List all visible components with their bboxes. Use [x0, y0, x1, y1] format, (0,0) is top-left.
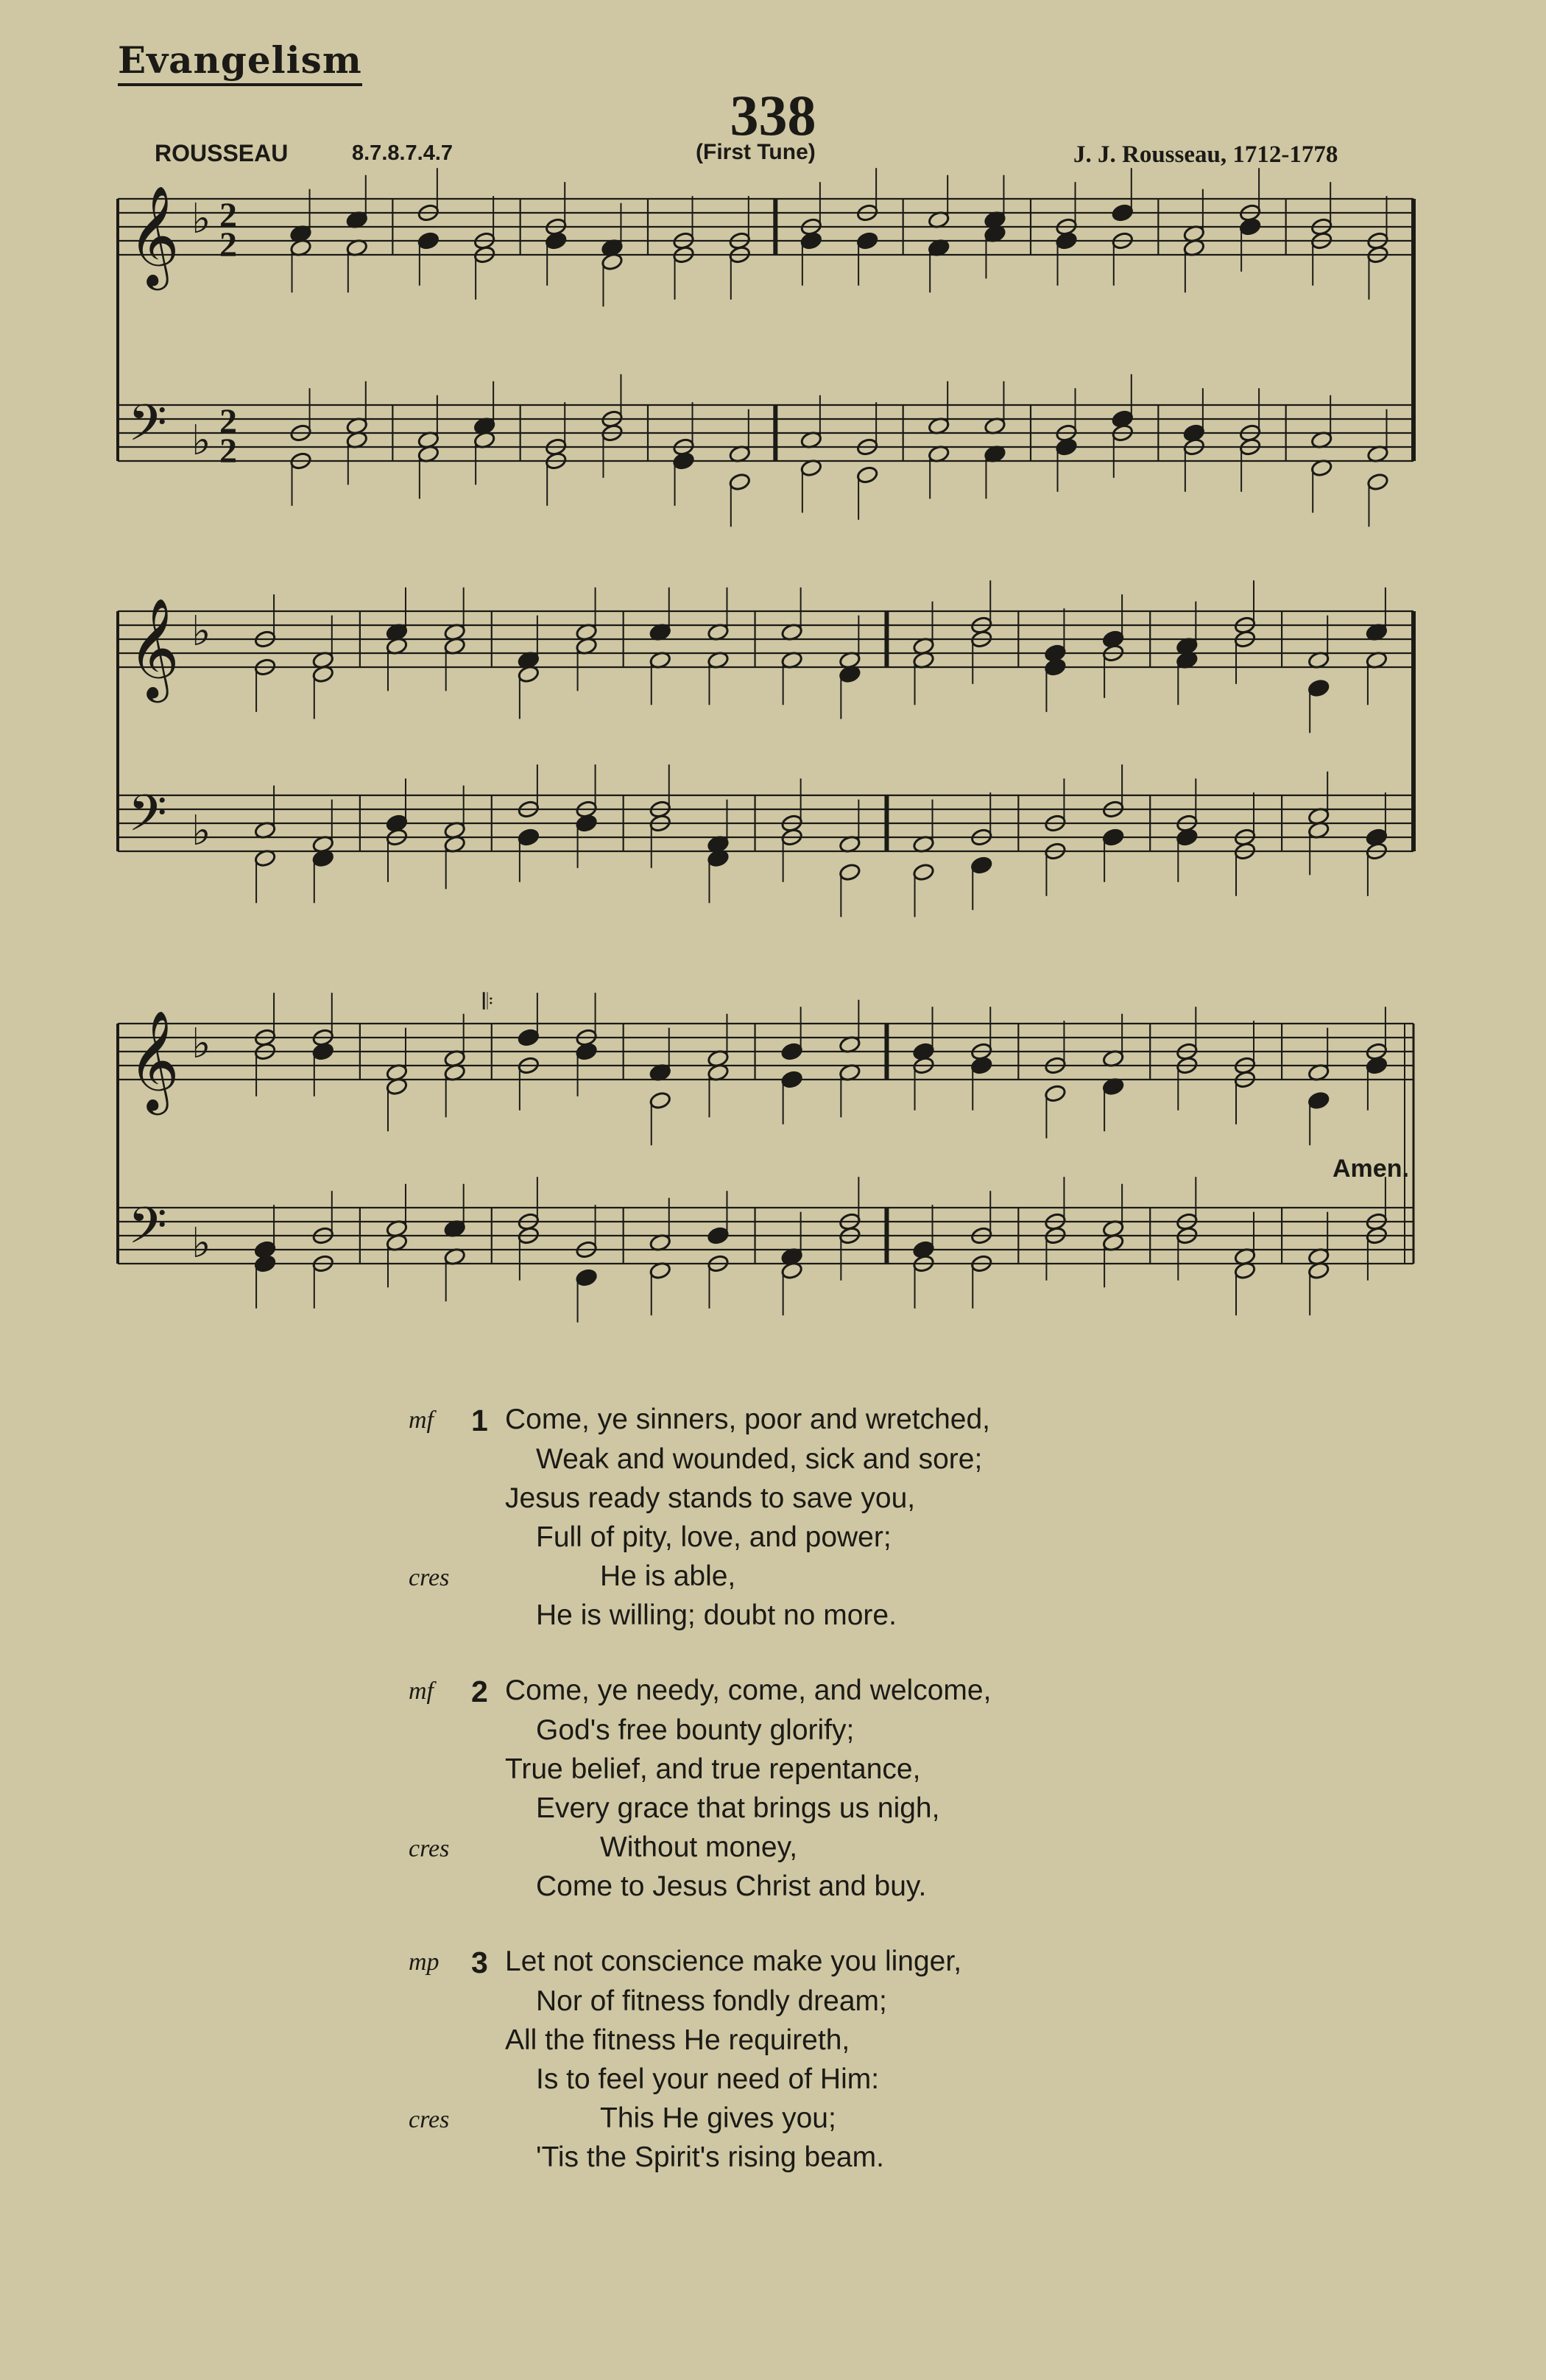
note-head	[1307, 679, 1330, 698]
flat-icon: ♭	[191, 417, 211, 465]
verse-2-number: 2	[471, 1675, 488, 1708]
note-head	[1176, 828, 1199, 847]
note-head	[780, 1042, 803, 1061]
note-head	[518, 828, 540, 847]
flat-icon: ♭	[191, 1020, 211, 1068]
note-head	[1044, 1084, 1067, 1103]
note-head	[1112, 203, 1134, 222]
verse-2-dynamic: mf	[409, 1677, 434, 1705]
note-head	[1366, 473, 1389, 492]
verse-3-dynamic: mp	[409, 1948, 440, 1976]
note-head	[575, 814, 598, 833]
note-head	[856, 231, 879, 250]
note-head	[545, 231, 568, 250]
time-sig-bottom: 2	[219, 432, 237, 471]
verse-1-line-1: Come, ye sinners, poor and wretched,	[505, 1404, 991, 1435]
repeat-sign-icon: 𝄆	[482, 989, 494, 1015]
verse-3-number: 3	[471, 1946, 488, 1979]
note-head	[312, 1042, 335, 1061]
verse-3-line-2: Nor of fitness fondly dream;	[536, 1985, 887, 2017]
verse-2-line-1: Come, ye needy, come, and welcome,	[505, 1675, 992, 1706]
amen-label: Amen.	[1333, 1155, 1409, 1183]
treble-clef-icon: 𝄞	[128, 596, 180, 698]
section-title: Evangelism	[118, 38, 362, 86]
verse-2-line-2: God's free bounty glorify;	[536, 1714, 855, 1746]
note-head	[707, 1226, 730, 1245]
music-notation	[118, 989, 1436, 1333]
note-head	[649, 1091, 671, 1110]
note-head	[1044, 658, 1067, 677]
verse-3-line-4: Is to feel your need of Him:	[536, 2063, 880, 2095]
note-head	[575, 1268, 598, 1287]
time-sig-bottom: 2	[219, 225, 237, 264]
note-head	[254, 1254, 277, 1273]
verse-1-line-5: He is able,	[600, 1560, 736, 1592]
note-head	[1102, 828, 1125, 847]
tune-note: (First Tune)	[696, 140, 816, 164]
flat-icon: ♭	[191, 608, 211, 655]
verse-1-line-6: He is willing; doubt no more.	[536, 1599, 897, 1631]
verse-3-line-5: This He gives you;	[600, 2102, 836, 2134]
verse-2-line-5: Without money,	[600, 1831, 798, 1863]
note-head	[1055, 437, 1078, 457]
treble-clef-icon: 𝄞	[128, 184, 180, 286]
flat-icon: ♭	[191, 1219, 211, 1267]
note-head	[800, 231, 823, 250]
verse-3-line-1: Let not conscience make you linger,	[505, 1946, 962, 1977]
music-notation	[118, 184, 1436, 530]
note-head	[1239, 217, 1262, 236]
tune-name: ROUSSEAU	[155, 140, 289, 166]
bass-clef-icon: 𝄢	[128, 785, 167, 855]
note-head	[856, 465, 879, 485]
verse-2-line-6: Come to Jesus Christ and buy.	[536, 1870, 927, 1902]
note-head	[1307, 1091, 1330, 1110]
note-head	[672, 451, 695, 471]
note-head	[970, 856, 993, 875]
time-sig-top: 2	[219, 196, 237, 235]
bass-clef-icon: 𝄢	[128, 1197, 167, 1267]
meter: 8.7.8.7.4.7	[352, 141, 453, 165]
time-sig-top: 2	[219, 402, 237, 441]
note-head	[780, 1070, 803, 1089]
note-head	[839, 863, 861, 882]
music-notation	[118, 596, 1436, 920]
note-head	[417, 231, 440, 250]
verse-1-number: 1	[471, 1404, 488, 1437]
bass-clef-icon: 𝄢	[128, 395, 167, 465]
verse-3-cres: cres	[409, 2106, 450, 2133]
hymn-number: 338	[730, 83, 816, 147]
note-head	[729, 473, 752, 492]
music-system-3	[118, 989, 1436, 1333]
verse-1-line-3: Jesus ready stands to save you,	[505, 1482, 916, 1514]
note-head	[1055, 231, 1078, 250]
note-head	[912, 863, 935, 882]
music-system-2	[118, 596, 1436, 920]
verse-3-line-3: All the fitness He requireth,	[505, 2024, 850, 2056]
flat-icon: ♭	[191, 807, 211, 855]
treble-clef-icon: 𝄞	[128, 1009, 180, 1110]
verse-2-line-4: Every grace that brings us nigh,	[536, 1792, 940, 1824]
music-system-1	[118, 184, 1436, 530]
verse-2-cres: cres	[409, 1835, 450, 1862]
note-head	[518, 1028, 540, 1047]
flat-icon: ♭	[191, 195, 211, 243]
verse-1-dynamic: mf	[409, 1406, 434, 1434]
note-head	[575, 1042, 598, 1061]
verse-3-line-6: 'Tis the Spirit's rising beam.	[536, 2141, 884, 2173]
verse-1-line-2: Weak and wounded, sick and sore;	[536, 1443, 983, 1475]
note-head	[1366, 1056, 1388, 1075]
composer: J. J. Rousseau, 1712-1778	[1073, 141, 1338, 168]
verse-1-cres: cres	[409, 1564, 450, 1591]
note-head	[970, 1056, 993, 1075]
verse-2-line-3: True belief, and true repentance,	[505, 1753, 921, 1785]
verse-1-line-4: Full of pity, love, and power;	[536, 1521, 892, 1553]
